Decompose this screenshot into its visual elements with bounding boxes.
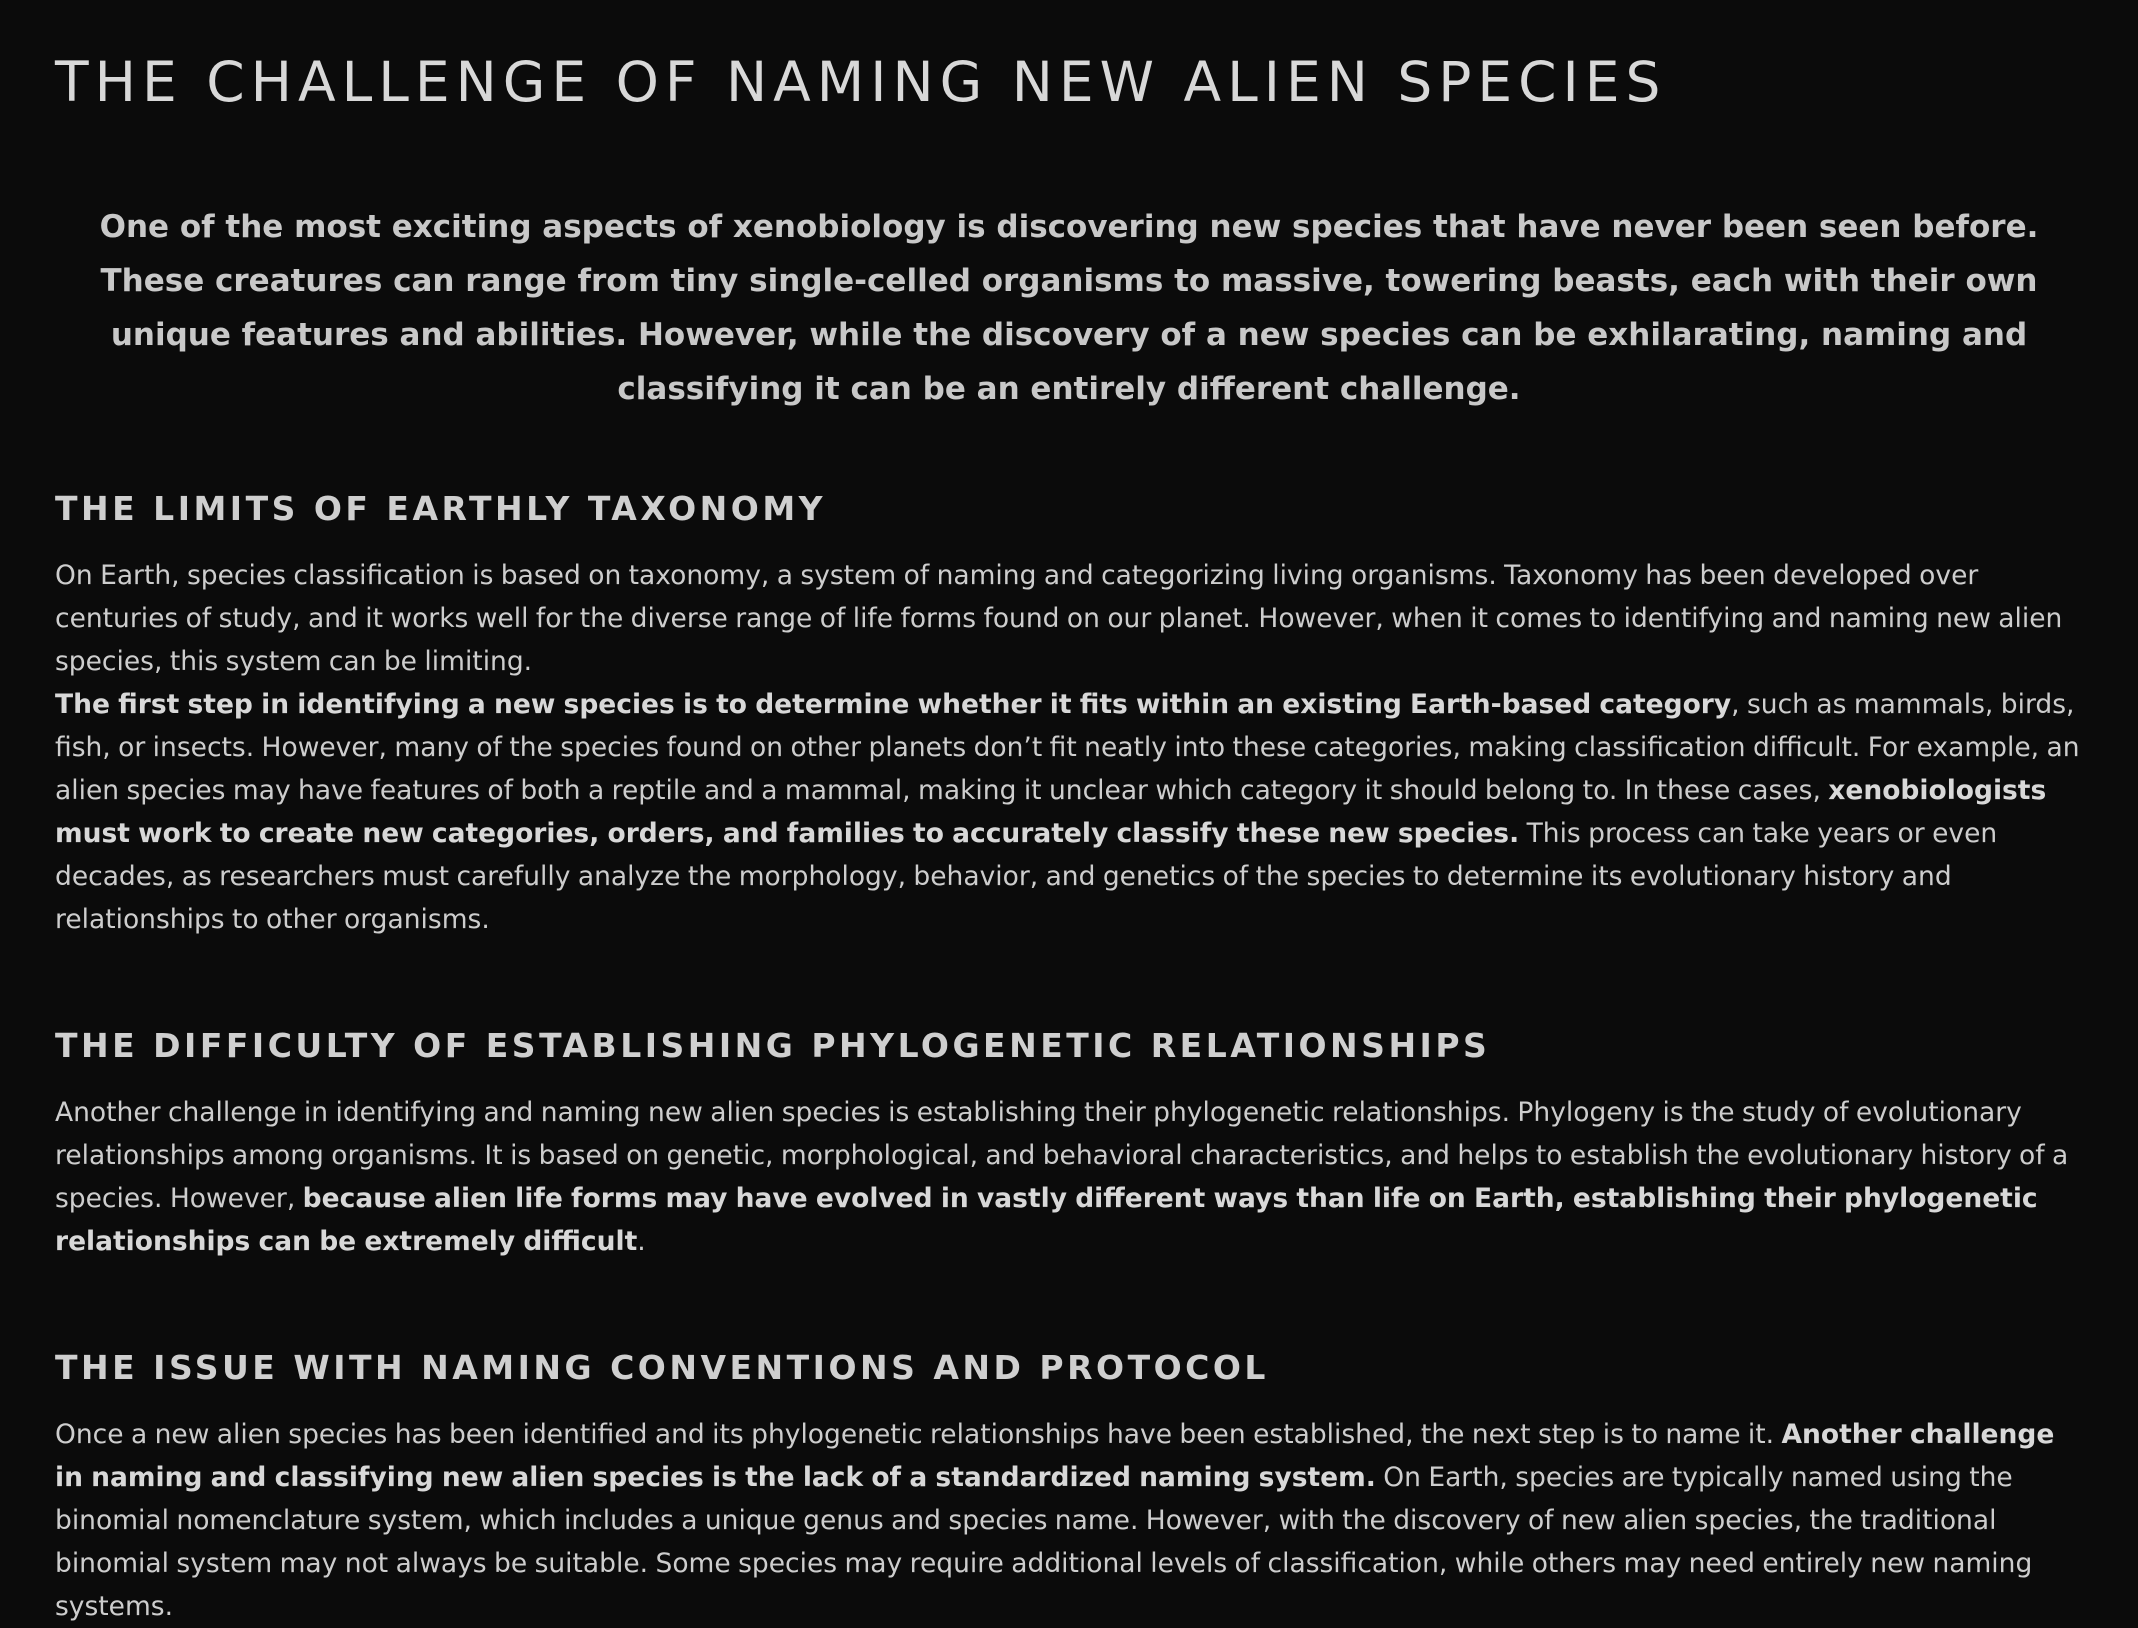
section-paragraph xyxy=(55,554,2083,683)
section-phylogenetic-relationships xyxy=(55,1023,2083,1263)
paragraph-text: This process can take years or even decades, as researchers must carefully analyze the morphology, behavior, and genetics of the species to determine its evolutionary history and relationships to other organisms. xyxy=(55,818,1998,935)
paragraph-text: On Earth, species are typically named using the binomial nomenclature system, which includes a unique genus and species name. However, with the discovery of new alien species, the traditional binomial system may not always be suitable. Some species may require additional levels of classification, while others may need entirely new naming systems. xyxy=(55,1462,2033,1622)
paragraph-text: , such as mammals, birds, fish, or insects. However, many of the species found on other planets don’t fit neatly into these categories, making classification difficult. For example, an alien species may have features of both a reptile and a mammal, making it unclear which category it should belong to. In these cases, xyxy=(55,689,2080,806)
emphasis-text: because alien life forms may have evolved in vastly different ways than life on Earth, establishing their phylogenetic relationships can be extremely difficult xyxy=(55,1183,2038,1257)
section-earthly-taxonomy xyxy=(55,486,2083,941)
emphasis-text: Another challenge in naming and classifying new alien species is the lack of a standardized naming system. xyxy=(55,1419,2055,1493)
paragraph-text: On Earth, species classification is based on taxonomy, a system of naming and categorizing living organisms. Taxonomy has been developed over centuries of study, and it works well for the diverse range of life forms found on our planet. However, when it comes to identifying and naming new alien species, this system can be limiting. xyxy=(55,560,2063,677)
section-paragraph xyxy=(55,683,2083,941)
page-title: THE CHALLENGE OF NAMING NEW ALIEN SPECIES xyxy=(55,50,1667,114)
section-heading: THE LIMITS OF EARTHLY TAXONOMY xyxy=(55,489,827,528)
paragraph-text: . xyxy=(637,1226,646,1257)
section-heading: THE ISSUE WITH NAMING CONVENTIONS AND PROTOCOL xyxy=(55,1348,1269,1387)
lead-paragraph: One of the most exciting aspects of xenobiology is discovering new species that have never been seen before. These creatures can range from tiny single-celled organisms to massive, towering beasts, each with their own unique features and abilities. However, while the discovery of a new species can be exhilarating, naming and classifying it can be an entirely different challenge. xyxy=(99,209,2039,407)
paragraph-text: Another challenge in identifying and naming new alien species is establishing their phylogenetic relationships. Phylogeny is the study of evolutionary relationships among organisms. It is based on genetic, morphological, and behavioral characteristics, and helps to establish the evolutionary history of a species. However, xyxy=(55,1097,2069,1214)
section-paragraph xyxy=(55,1413,2083,1628)
emphasis-text: The first step in identifying a new species is to determine whether it fits within an existing Earth-based category xyxy=(55,689,1732,720)
emphasis-text: xenobiologists must work to create new categories, orders, and families to accurately classify these new species. xyxy=(55,775,2047,849)
section-paragraph xyxy=(55,1091,2083,1263)
section-heading: THE DIFFICULTY OF ESTABLISHING PHYLOGENETIC RELATIONSHIPS xyxy=(55,1026,1491,1065)
paragraph-text: Once a new alien species has been identified and its phylogenetic relationships have been established, the next step is to name it. xyxy=(55,1419,1782,1450)
